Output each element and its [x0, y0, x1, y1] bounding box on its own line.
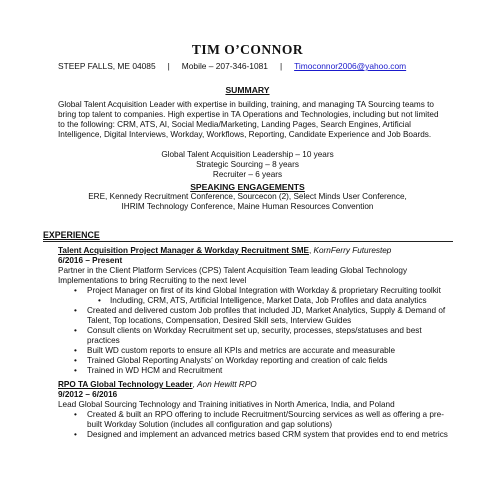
job-dates: 9/2012 – 6/2016	[58, 390, 118, 399]
job-title-line: RPO TA Global Technology Leader, Aon Hewitt RPO	[58, 380, 257, 389]
job-title: Talent Acquisition Project Manager & Workday Recruitment SME	[58, 246, 309, 255]
separator: |	[279, 61, 283, 71]
job-intro: Lead Global Sourcing Technology and Training initiatives in North America, India, and Poland	[58, 400, 395, 409]
bullet-item: • Created & built an RPO offering to include Recruitment/Sourcing services as well as offering a pre-built Workday Solution (includes all configuration and gap solutions)	[58, 410, 448, 430]
mobile: Mobile – 207-346-1081	[181, 61, 268, 71]
experience-years	[0, 150, 495, 180]
speaking-line: ERE, Kennedy Recruitment Conference, Sourcecon (2), Select Minds User Conference,	[88, 192, 407, 201]
job-dates: 6/2016 – Present	[58, 256, 123, 265]
summary-heading: SUMMARY	[225, 85, 270, 95]
speaking-line: IHRIM Technology Conference, Maine Human Resources Convention	[121, 202, 374, 211]
job-bullets	[58, 410, 448, 440]
section-divider	[43, 241, 453, 242]
sub-bullet-item: • Including, CRM, ATS, Artificial Intelligence, Market Data, Job Profiles and data analytics	[58, 296, 448, 306]
bullet-item: • Trained in WD HCM and Recruitment	[58, 366, 448, 376]
job-intro: Partner in the Client Platform Services (CPS) Talent Acquisition Team leading Global Technology Implementations to bring Recruiting to the next level	[58, 266, 408, 285]
bullet-item: • Built WD custom reports to ensure all KPIs and metrics are accurate and measurable	[58, 346, 448, 356]
candidate-name: TIM O’CONNOR	[191, 42, 304, 57]
company-name: KornFerry Futurestep	[313, 246, 392, 255]
contact-line	[58, 61, 437, 71]
bullet-item: • Designed and implement an advanced metrics based CRM system that provides end to end metrics	[58, 430, 448, 440]
summary-paragraph: Global Talent Acquisition Leader with expertise in building, training, and managing TA Sourcing teams to bring top talent to companies. High expertise in TA Operations and Technologies, including but not limited to the following: CRM, ATS, AI, Social Media/Marketing, Landing Pages, Search Engines, Artificial Intelligence, Digital Interviews, Workday, Workflows, Reporting, Candidate Experience and Job Boards.	[58, 100, 439, 139]
bullet-item: • Created and delivered custom Job profiles that included JD, Market Analytics, Supply & Demand of Talent, Top locations, Compensation, Desired Skill sets, Interview Guides	[58, 306, 448, 326]
job-title: RPO TA Global Technology Leader	[58, 380, 193, 389]
years-line: Strategic Sourcing – 8 years	[196, 160, 299, 169]
separator: |	[167, 61, 170, 71]
bullet-item: • Trained Global Reporting Analysts’ on Workday reporting and creation of calc fields	[58, 356, 448, 366]
bullet-item: • Consult clients on Workday Recruitment set up, security, processes, steps/statuses and best practices	[58, 326, 448, 346]
location: STEEP FALLS, ME 04085	[58, 61, 156, 71]
job-entry	[58, 246, 448, 376]
bullet-item: • Project Manager on first of its kind Global Integration with Workday & proprietary Recruiting toolkit	[58, 286, 448, 296]
years-line: Global Talent Acquisition Leadership – 10 years	[161, 150, 334, 159]
job-title-line: Talent Acquisition Project Manager & Workday Recruitment SME, KornFerry Futurestep	[58, 246, 392, 255]
experience-heading: EXPERIENCE	[43, 230, 100, 240]
speaking-heading: SPEAKING ENGAGEMENTS	[190, 182, 305, 192]
job-entry	[58, 380, 448, 440]
email-link[interactable]: Timoconnor2006@yahoo.com	[294, 61, 407, 71]
company-name: Aon Hewitt RPO	[197, 380, 257, 389]
years-line: Recruiter – 6 years	[212, 170, 283, 179]
speaking-list	[0, 192, 495, 212]
job-bullets	[58, 286, 448, 376]
